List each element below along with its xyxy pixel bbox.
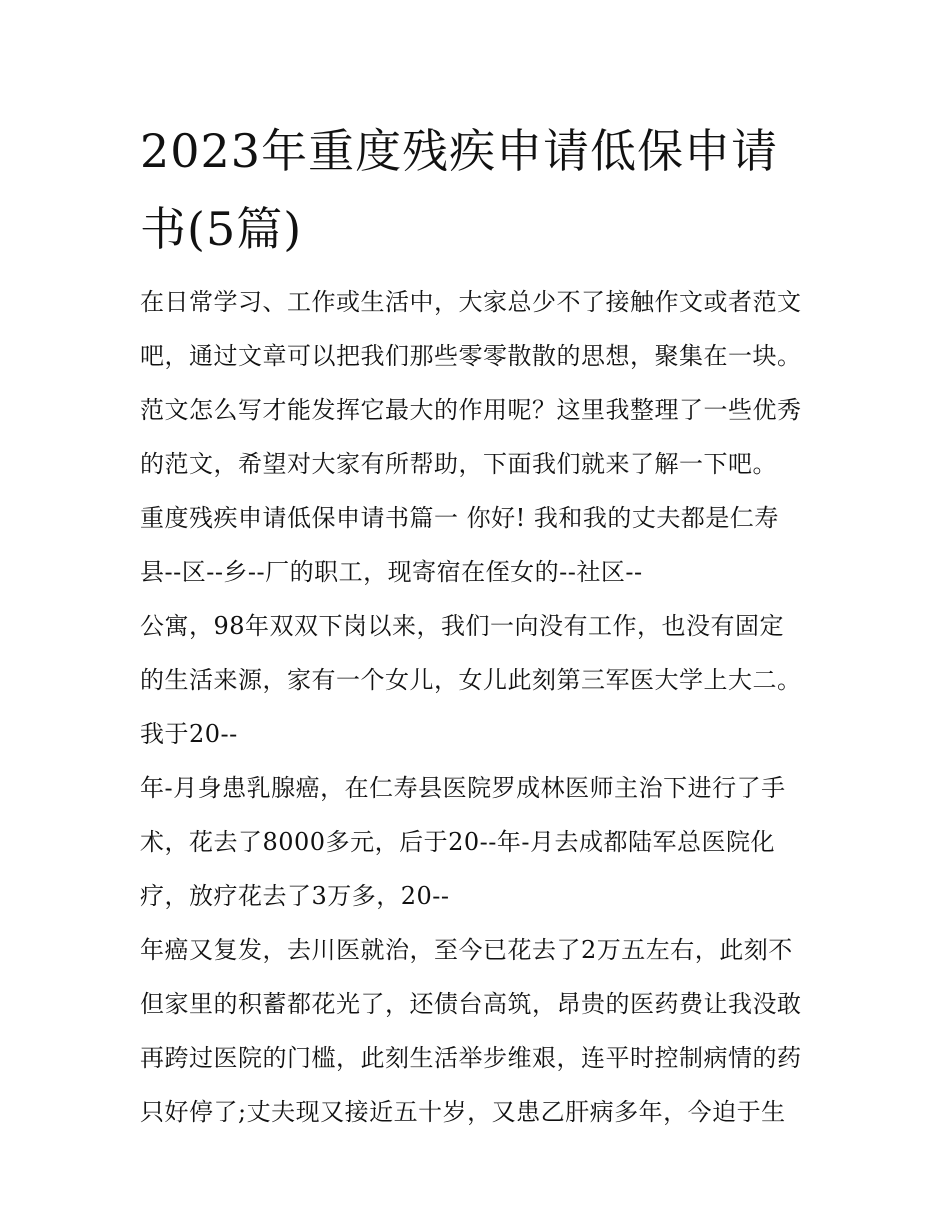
body-line: 范文怎么写才能发挥它最大的作用呢？这里我整理了一些优秀 <box>140 396 802 424</box>
title-line-2: 书(5篇) <box>140 202 303 256</box>
body-line: 县--区--乡--厂的职工，现寄宿在侄女的--社区-- <box>140 558 643 586</box>
body-line: 年-月身患乳腺癌，在仁寿县医院罗成林医师主治下进行了手 <box>140 774 786 802</box>
document-title <box>140 112 840 268</box>
body-line: 重度残疾申请低保申请书篇一 你好! 我和我的丈夫都是仁寿 <box>140 504 779 532</box>
body-line: 疗，放疗花去了3万多，20-- <box>140 882 450 910</box>
body-line: 在日常学习、工作或生活中，大家总少不了接触作文或者范文 <box>140 288 802 316</box>
body-line: 公寓，98年双双下岗以来，我们一向没有工作，也没有固定 <box>140 612 785 640</box>
body-line: 的范文，希望对大家有所帮助，下面我们就来了解一下吧。 <box>140 450 777 478</box>
document-body <box>140 275 820 1139</box>
body-line: 再跨过医院的门槛，此刻生活举步维艰，连平时控制病情的药 <box>140 1044 802 1072</box>
body-line: 的生活来源，家有一个女儿，女儿此刻第三军医大学上大二。 <box>140 666 802 694</box>
body-line: 术，花去了8000多元，后于20--年-月去成都陆军总医院化 <box>140 828 775 856</box>
body-line: 吧，通过文章可以把我们那些零零散散的思想，聚集在一块。 <box>140 342 802 370</box>
body-line: 只好停了;丈夫现又接近五十岁，又患乙肝病多年，今迫于生 <box>140 1098 786 1126</box>
body-line: 但家里的积蓄都花光了，还债台高筑，昂贵的医药费让我没敢 <box>140 990 802 1018</box>
title-line-1: 2023年重度残疾申请低保申请 <box>140 124 779 178</box>
body-line: 我于20-- <box>140 720 238 748</box>
body-line: 年癌又复发，去川医就治，至今已花去了2万五左右，此刻不 <box>140 936 793 964</box>
